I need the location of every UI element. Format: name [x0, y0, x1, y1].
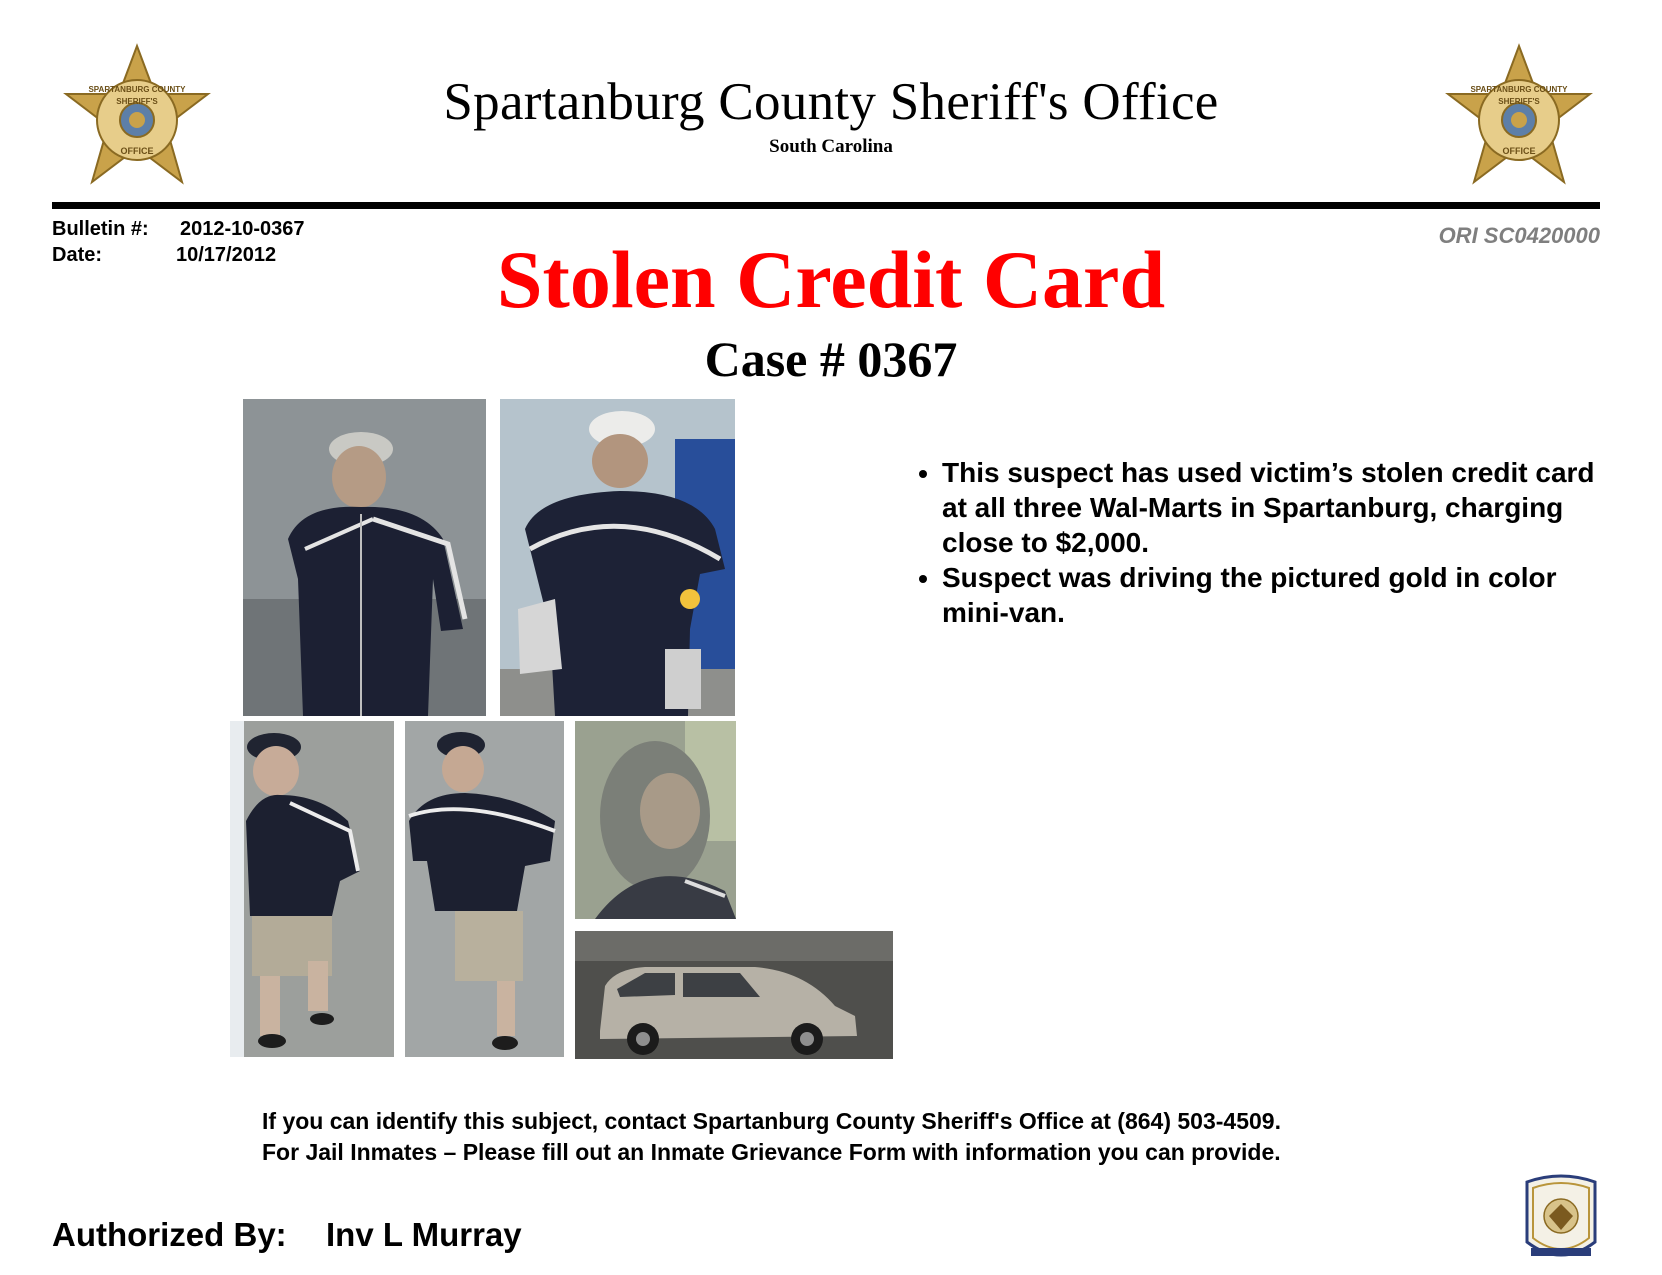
badge-text-mid: SHERIFF'S: [116, 97, 158, 106]
badge-text-mid: SHERIFF'S: [1498, 97, 1540, 106]
authorized-name: Inv L Murray: [326, 1216, 522, 1253]
badge-text-top: SPARTANBURG COUNTY: [1470, 85, 1568, 94]
detail-item: • Suspect was driving the pictured gold in color mini-van.: [942, 560, 1612, 630]
accreditation-seal-icon: [1523, 1172, 1599, 1264]
suspect-face-photo: [575, 721, 736, 919]
suspect-photo-4: [405, 721, 564, 1057]
bulletin-date-label: Date:: [52, 244, 103, 266]
org-name: Spartanburg County Sheriff's Office: [443, 73, 1219, 131]
org-state: South Carolina: [769, 136, 893, 157]
contact-notice: If you can identify this subject, contact Spartanburg County Sheriff's Office at (864) 503-4509.: [262, 1108, 1281, 1134]
ori-number: ORI SC0420000: [1438, 223, 1600, 248]
authorized-label: Authorized By:: [52, 1216, 287, 1253]
badge-text-bottom: OFFICE: [120, 146, 154, 156]
bulletin-date-value: 10/17/2012: [176, 244, 277, 266]
header-divider: [52, 202, 1600, 209]
badge-text-top: SPARTANBURG COUNTY: [88, 85, 186, 94]
suspect-photo-2: [500, 399, 735, 716]
detail-item: • This suspect has used victim’s stolen credit card at all three Wal-Marts in Spartanburg, charging close to $2,000.: [942, 455, 1612, 560]
minivan-photo: [575, 931, 893, 1059]
suspect-photo-1: [243, 399, 486, 716]
suspect-details-list: [900, 455, 1612, 630]
case-number: Case # 0367: [704, 331, 958, 387]
bulletin-title: Stolen Credit Card: [496, 234, 1166, 325]
suspect-photo-3: [230, 721, 394, 1057]
bulletin-number-label: Bulletin #:: [52, 218, 149, 240]
inmate-notice: For Jail Inmates – Please fill out an Inmate Grievance Form with information you can provide.: [262, 1139, 1281, 1165]
badge-text-bottom: OFFICE: [1502, 146, 1536, 156]
bulletin-number-value: 2012-10-0367: [180, 218, 305, 240]
